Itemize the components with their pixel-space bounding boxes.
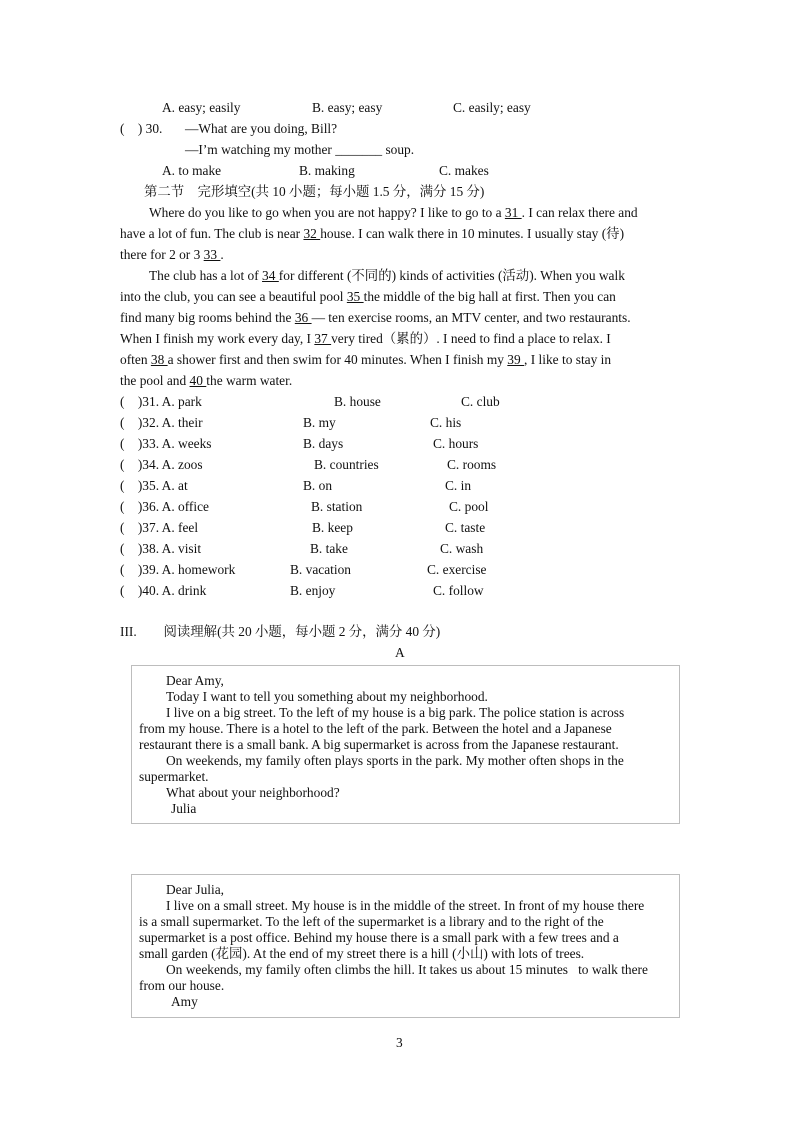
question-37: ( )37. A. feel	[120, 520, 199, 535]
question-39: ( )39. A. homework	[120, 562, 236, 577]
cloze-line-9: the pool and 40 the warm water.	[120, 373, 293, 388]
letter1-signature: Julia	[171, 801, 197, 816]
blank-40: 40	[189, 373, 207, 388]
question-31-option-c: C. club	[461, 394, 500, 409]
letter2-line: On weekends, my family often climbs the hill. It takes us about 15 minutes to walk there	[166, 962, 648, 977]
letter1-line: I live on a big street. To the left of my house is a big park. The police station is across	[166, 705, 625, 720]
question-32-option-c: C. his	[430, 415, 462, 430]
question-39-option-b: B. vacation	[290, 562, 351, 577]
q29-option-a: A. easy; easily	[162, 100, 241, 115]
q29-option-b: B. easy; easy	[312, 100, 383, 115]
question-32-option-b: B. my	[303, 415, 336, 430]
letter2-line: small garden (花园). At the end of my street there is a hill (小山) with lots of trees.	[139, 946, 585, 961]
question-36-option-b: B. station	[311, 499, 363, 514]
blank-34: 34	[262, 268, 279, 283]
letter2-signature: Amy	[171, 994, 198, 1009]
section3-heading: III. 阅读理解(共 20 小题，每小题 2 分，满分 40 分)	[120, 624, 441, 639]
question-34: ( )34. A. zoos	[120, 457, 203, 472]
question-31: ( )31. A. park	[120, 394, 202, 409]
question-34-option-c: C. rooms	[447, 457, 497, 472]
blank-37: 37	[314, 331, 332, 346]
passage-label: A	[395, 645, 405, 660]
cloze-line-7: When I finish my work every day, I 37 very tired（累的）. I need to find a place to relax. I	[120, 331, 611, 346]
question-38-option-b: B. take	[310, 541, 348, 556]
question-35-option-c: C. in	[445, 478, 472, 493]
question-40-option-c: C. follow	[433, 583, 484, 598]
cloze-line-2: have a lot of fun. The club is near 32 house. I can walk there in 10 minutes. I usually stay (待)	[120, 226, 625, 241]
q30-line2: —I’m watching my mother _______ soup.	[185, 142, 415, 157]
q30-option-a: A. to make	[162, 163, 222, 178]
blank-32: 32	[303, 226, 321, 241]
question-33: ( )33. A. weeks	[120, 436, 212, 451]
cloze-line-4: The club has a lot of 34 for different (不同的) kinds of activities (活动). When you walk	[149, 268, 625, 283]
letter2-line: from our house.	[139, 978, 225, 993]
blank-31: 31	[504, 205, 522, 220]
section2-heading: 第二节 完形填空(共 10 小题；每小题 1.5 分，满分 15 分)	[144, 184, 485, 199]
question-36: ( )36. A. office	[120, 499, 209, 514]
question-40: ( )40. A. drink	[120, 583, 207, 598]
letter1-line: supermarket.	[139, 769, 209, 784]
letter1-line: On weekends, my family often plays sports in the park. My mother often shops in the	[166, 753, 624, 768]
letter1-line: Today I want to tell you something about my neighborhood.	[166, 689, 488, 704]
cloze-line-8: often 38 a shower first and then swim for 40 minutes. When I finish my 39 , I like to stay in	[120, 352, 612, 367]
cloze-line-1: Where do you like to go when you are not happy? I like to go to a 31 . I can relax there and	[149, 205, 638, 220]
question-40-option-b: B. enjoy	[290, 583, 336, 598]
q30-option-b: B. making	[299, 163, 355, 178]
blank-33: 33	[203, 247, 221, 262]
blank-36: 36	[294, 310, 312, 325]
question-36-option-c: C. pool	[449, 499, 489, 514]
cloze-line-3: there for 2 or 3 33 .	[120, 247, 224, 262]
question-33-option-c: C. hours	[433, 436, 479, 451]
letter1-line: restaurant there is a small bank. A big supermarket is across from the Japanese restaurant.	[139, 737, 619, 752]
letter1-line: What about your neighborhood?	[166, 785, 340, 800]
letter2-line: I live on a small street. My house is in the middle of the street. In front of my house there	[166, 898, 645, 913]
q30-line1: —What are you doing, Bill?	[185, 121, 338, 136]
letter2-line: supermarket is a post office. Behind my house there is a small park with a few trees and a	[139, 930, 619, 945]
question-34-option-b: B. countries	[314, 457, 379, 472]
letter1-line: from my house. There is a hotel to the left of the park. Between the hotel and a Japanese	[139, 721, 612, 736]
question-31-option-b: B. house	[334, 394, 381, 409]
question-33-option-b: B. days	[303, 436, 344, 451]
letter2-salutation: Dear Julia,	[166, 882, 225, 897]
question-39-option-c: C. exercise	[427, 562, 487, 577]
cloze-line-5: into the club, you can see a beautiful pool 35 the middle of the big hall at first. Then you can	[120, 289, 616, 304]
question-38-option-c: C. wash	[440, 541, 484, 556]
page-number: 3	[396, 1035, 403, 1050]
q30-option-c: C. makes	[439, 163, 489, 178]
question-35: ( )35. A. at	[120, 478, 188, 493]
blank-39: 39	[507, 352, 525, 367]
cloze-line-6: find many big rooms behind the 36 — ten exercise rooms, an MTV center, and two restaurants.	[120, 310, 631, 325]
blank-35: 35	[346, 289, 364, 304]
question-38: ( )38. A. visit	[120, 541, 202, 556]
question-35-option-b: B. on	[303, 478, 333, 493]
letter2-line: is a small supermarket. To the left of the supermarket is a library and to the right of the	[139, 914, 604, 929]
question-37-option-b: B. keep	[312, 520, 353, 535]
question-37-option-c: C. taste	[445, 520, 486, 535]
q29-option-c: C. easily; easy	[453, 100, 531, 115]
question-32: ( )32. A. their	[120, 415, 203, 430]
blank-38: 38	[150, 352, 168, 367]
letter1-salutation: Dear Amy,	[166, 673, 224, 688]
q30-number: ( ) 30.	[120, 121, 163, 136]
